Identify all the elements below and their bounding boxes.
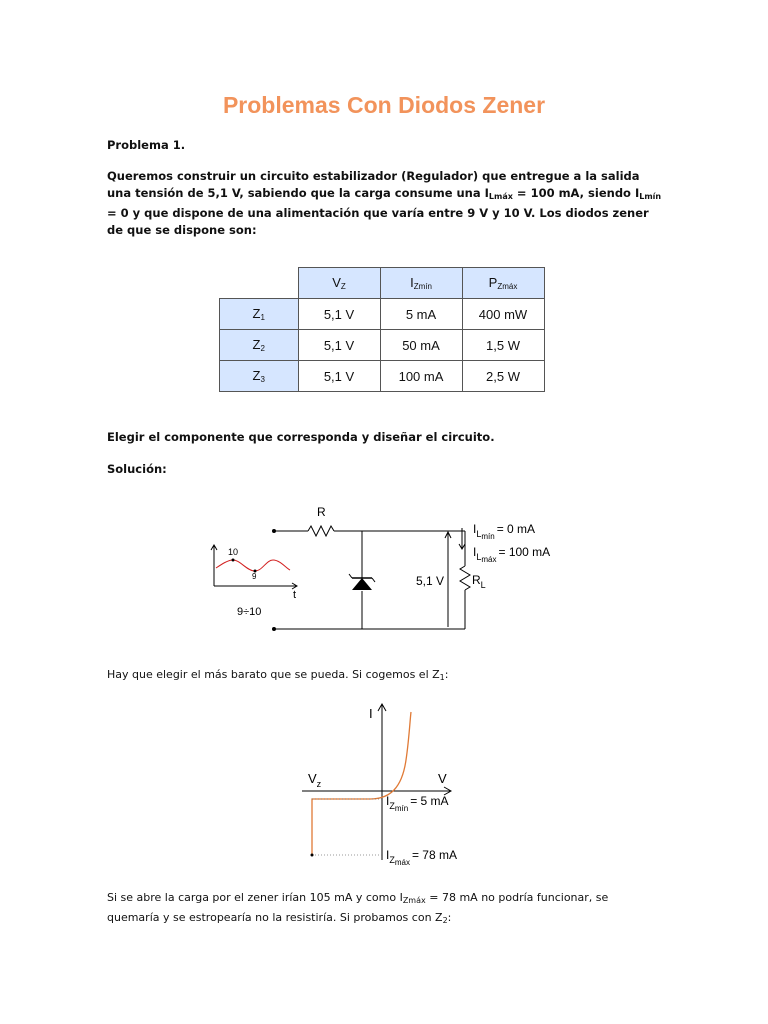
zener-table	[219, 267, 545, 392]
table-cell: 5,1 V	[298, 330, 380, 361]
iload-max-label: $I_Lmáx= 100$ mA	[473, 545, 551, 564]
waveform-max-label: 10	[228, 547, 239, 557]
table-cell: 400 mW	[462, 299, 544, 330]
table-cell: 5,1 V	[298, 299, 380, 330]
table-header-izmin: $I_{Zmín}$	[380, 268, 462, 299]
table-cell: 1,5 W	[462, 330, 544, 361]
paragraph-z1-fails: Si se abre la carga por el zener irían 105 mA y como $I_{Zmáx} = 78$ mA no podría funcionar, se quemaría y se estropearía no la resistiría. Si probamos con $Z_2$:	[107, 891, 609, 925]
zener-diode	[349, 531, 375, 629]
table-cell: 5,1 V	[298, 361, 380, 392]
input-waveform	[211, 545, 297, 589]
waveform-min-label: 9	[252, 572, 257, 581]
problem-heading: Problema 1.	[107, 138, 186, 152]
table-corner	[220, 268, 299, 299]
izmin-label: $I_Zmín= 5$ mA	[386, 794, 449, 813]
input-range-label: 9÷10	[237, 606, 262, 618]
table-header-pzmax: $P_{Zmáx}$	[462, 268, 544, 299]
row-label-z1: $Z_1$	[220, 299, 299, 330]
resistor-r	[274, 526, 465, 536]
output-voltage-label: 5,1 V	[416, 574, 445, 588]
table-row	[220, 330, 545, 361]
task-text: Elegir el componente que corresponda y diseñar el circuito.	[107, 430, 495, 444]
resistor-label: R	[317, 505, 326, 519]
table-row	[220, 361, 545, 392]
characteristic-curve	[312, 712, 411, 855]
table-header-vz: $V_Z$	[298, 268, 380, 299]
zener-iv-curve	[290, 700, 490, 870]
izmax-point	[311, 854, 314, 857]
intro-paragraph: Queremos construir un circuito estabilizador (Regulador) que entregue a la salida una tensión de 5,1 V, sabiendo que la carga consume una $I_{Lmáx} = 100$ mA, siendo $I_{Lmín} = 0$ y que dispone de una alimentación que varía entre 9 V y 10 V. Los diodos zener de que se dispone son:	[107, 169, 662, 237]
table-cell: 2,5 W	[462, 361, 544, 392]
table-cell: 100 mA	[380, 361, 462, 392]
row-label-z3: $Z_3$	[220, 361, 299, 392]
solution-heading: Solución:	[107, 462, 167, 476]
table-cell: 50 mA	[380, 330, 462, 361]
table-cell: 5 mA	[380, 299, 462, 330]
vz-label: $V_z$	[308, 771, 322, 789]
page-title: Problemas Con Diodos Zener	[222, 92, 546, 118]
row-label-z2: $Z_2$	[220, 330, 299, 361]
waveform-time-label: t	[293, 589, 297, 601]
current-axis-label: I	[369, 706, 373, 721]
voltage-axis-label: V	[438, 771, 447, 786]
izmax-label: $I_Zmáx= 78$ mA	[386, 848, 457, 867]
paragraph-choose-z1: Hay que elegir el más barato que se pueda. Si cogemos el $Z_1$:	[107, 668, 449, 682]
load-label: $R_L$	[472, 573, 486, 590]
iload-min-label: $I_Lmín= 0$ mA	[473, 522, 536, 541]
table-row	[220, 299, 545, 330]
regulator-circuit-diagram	[200, 498, 570, 648]
